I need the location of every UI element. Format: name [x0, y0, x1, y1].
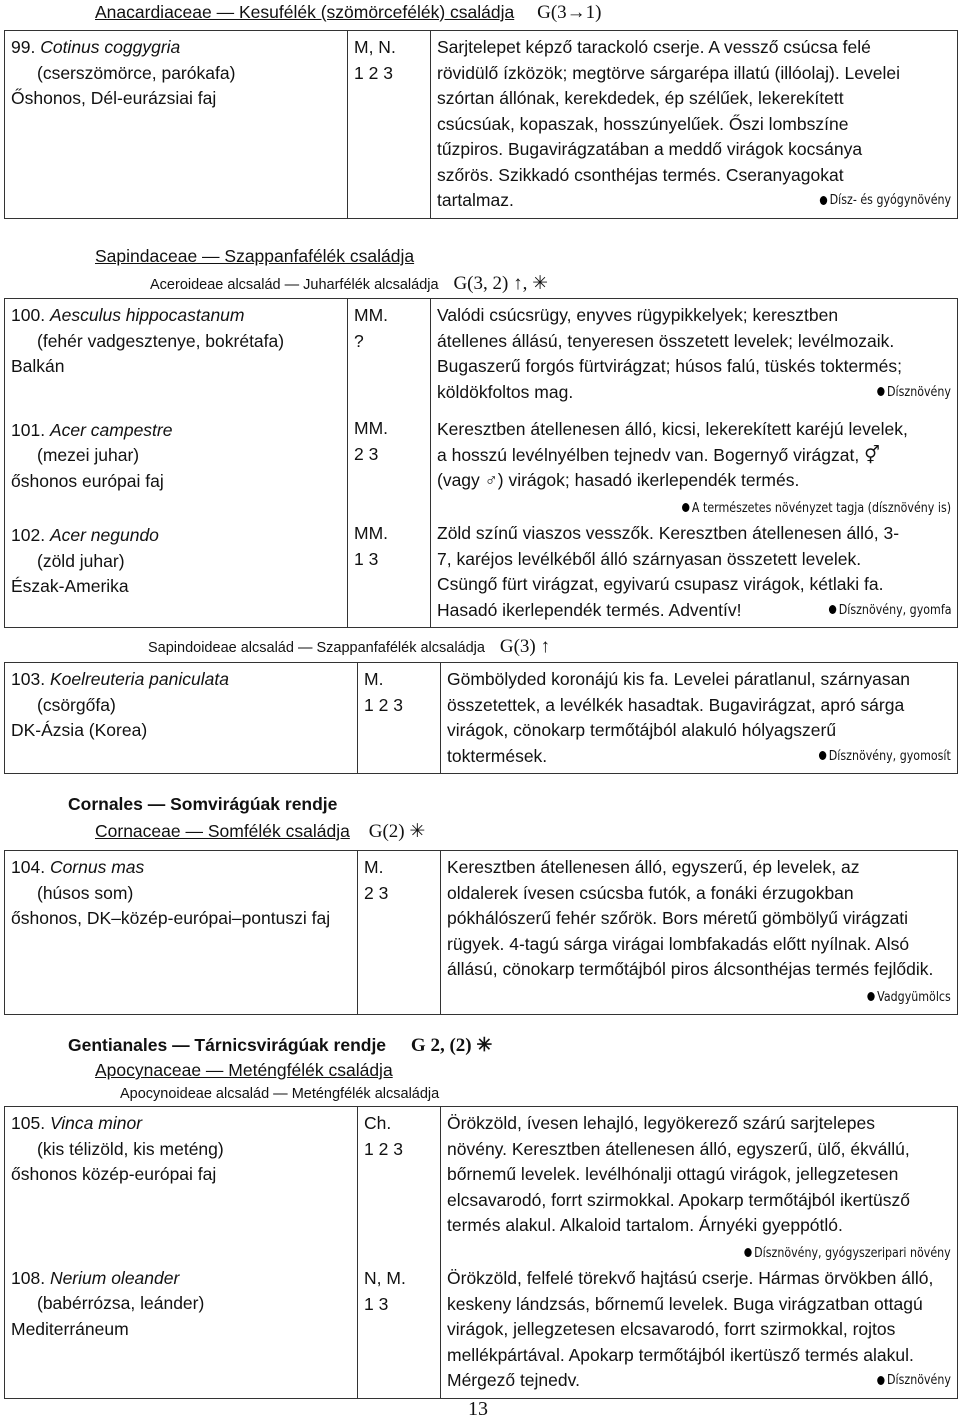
life-form-code: Ch. — [364, 1113, 392, 1133]
description-line: átellenes állású, tenyeresen összetett levelek; levélmozaik. — [437, 330, 895, 351]
species-latin-name: Nerium oleander — [49, 1267, 180, 1288]
usage-label — [820, 188, 951, 214]
species-common-name: (csörgőfa) — [37, 694, 116, 715]
description-line: 7, karéjos levélkéből álló szárnyasan összetett levelek. — [437, 548, 862, 569]
species-number: 100. — [11, 305, 46, 325]
description-line: virágok, cönokarp termőtájból alakuló hólyagszerű — [447, 720, 837, 740]
family-heading-sapindaceae: Sapindaceae — Szappanfafélék családja — [95, 246, 415, 266]
description-line: Örökzöld, ívesen lehajló, legyökerező szárú sarjtelepes — [447, 1113, 875, 1133]
subfamily-title: Aceroideae alcsalád — Juharfélék alcsaládja — [150, 277, 439, 293]
description-line: tűzpiros. Bugavirágzatában a meddő virágok kocsánya — [437, 139, 863, 159]
description-last-line — [437, 380, 951, 406]
description-line: mellékpártával. Apokarp termőtájból ikertüsző termés alakul. — [447, 1344, 914, 1365]
usage-label — [682, 496, 951, 522]
usage-label — [745, 1241, 951, 1267]
family-heading-apocynaceae: Apocynaceae — Meténgfélék családja — [95, 1060, 393, 1080]
species-common-name: (kis télizöld, kis meténg) — [37, 1138, 224, 1159]
bullet-icon — [877, 387, 884, 396]
description-line: Valódi csúcsrügy, enyves rügypikkelyek; keresztben — [437, 305, 839, 325]
floral-formula: G(3) ↑ — [499, 636, 550, 657]
usage-label — [828, 598, 951, 624]
species-name-cell — [5, 663, 358, 774]
species-origin: DK-Ázsia (Korea) — [11, 720, 148, 740]
bullet-icon — [745, 1248, 752, 1257]
species-number: 104. — [11, 857, 46, 877]
usage-text: Dísz- és gyógynövény — [829, 192, 951, 208]
species-common-name: (babérrózsa, leánder) — [37, 1293, 205, 1313]
life-form-code: MM. — [354, 305, 389, 325]
species-code-cell — [358, 851, 441, 1015]
life-form-code: MM. — [354, 418, 389, 438]
species-latin-name: Acer campestre — [49, 419, 173, 440]
bullet-icon — [820, 196, 827, 205]
species-latin-name: Acer negundo — [49, 525, 159, 545]
hardiness-code: 2 3 — [364, 882, 389, 903]
table-row — [5, 1107, 958, 1399]
species-number: 108. — [11, 1267, 46, 1288]
hardiness-code: 1 3 — [364, 1293, 389, 1314]
description-line: rügyek. 4-tagú sárga virágai lombfakadás előtt nyílnak. Alsó — [447, 933, 910, 954]
species-table-100-102 — [4, 298, 958, 628]
species-latin-name: Koelreuteria paniculata — [49, 669, 229, 689]
species-code-cell — [358, 1107, 441, 1399]
description-line: a hosszú levélnyélben tejnedv van. Bogernyő virágzat, ⚥ — [437, 444, 880, 465]
species-table-99 — [4, 30, 958, 219]
species-description-cell — [441, 851, 958, 1015]
usage-row — [437, 494, 951, 522]
species-table-105-108 — [4, 1106, 958, 1399]
usage-text: Dísznövény — [887, 1372, 951, 1388]
description-line: Keresztben átellenesen álló, egyszerű, ép levelek, az — [447, 857, 860, 877]
description-line: tartalmaz. — [437, 190, 514, 210]
description-line: toktermések. — [447, 745, 548, 766]
life-form-code: M. — [364, 669, 384, 689]
species-name-cell — [5, 851, 358, 1015]
floral-formula: G(2) ✳ — [368, 821, 426, 842]
species-code-cell — [348, 299, 431, 628]
bullet-icon — [828, 605, 835, 614]
description-line: szőrös. Szikkadó csonthéjas termés. Cseranyagokat — [437, 164, 844, 185]
hardiness-code: 1 2 3 — [354, 62, 393, 83]
subfamily-heading-apocynoideae: Apocynoideae alcsalád — Meténgfélék alcsaládja — [120, 1086, 440, 1102]
usage-row — [447, 983, 951, 1011]
hardiness-code: 1 2 3 — [364, 694, 403, 715]
species-number: 103. — [11, 669, 46, 689]
hardiness-code: 1 2 3 — [364, 1138, 403, 1159]
usage-text: A természetes növényzet tagja (dísznövény is) — [691, 499, 951, 516]
bullet-icon — [682, 503, 689, 512]
species-common-name: (cserszömörce, parókafa) — [37, 62, 236, 83]
life-form-code: M. — [364, 857, 384, 877]
species-latin-name: Vinca minor — [49, 1113, 143, 1133]
description-last-line — [437, 188, 951, 214]
species-description-cell — [431, 299, 958, 628]
description-last-line — [447, 744, 951, 770]
species-latin-name: Cornus mas — [49, 857, 145, 877]
description-line: Gömbölyded koronájú kis fa. Levelei páratlanul, szárnyasan — [447, 669, 911, 689]
description-line: Zöld színű viaszos vesszők. Keresztben átellenesen álló, 3- — [437, 523, 900, 543]
subfamily-heading-sapindoideae — [148, 636, 550, 658]
description-line: Hasadó ikerlependék termés. Adventív! — [437, 599, 742, 620]
life-form-code: M, N. — [354, 37, 396, 57]
description-line: rövidülő ízközök; megtörve sárgarépa illatú (illóolaj). Levelei — [437, 62, 900, 83]
hardiness-code: 1 3 — [354, 548, 379, 569]
species-latin-name: Aesculus hippocastanum — [49, 305, 245, 325]
subfamily-title: Sapindoideae alcsalád — Szappanfafélék alcsaládja — [148, 640, 485, 656]
species-origin: őshonos európai faj — [11, 470, 164, 491]
species-common-name: (fehér vadgesztenye, bokrétafa) — [37, 330, 285, 351]
family-title: Cornaceae — Somfélék családja — [95, 821, 350, 841]
species-number: 102. — [11, 525, 46, 545]
bullet-icon — [819, 751, 826, 760]
description-line: Keresztben átellenesen álló, kicsi, lekerekített karéjú levelek, — [437, 419, 908, 439]
species-table-104 — [4, 850, 958, 1015]
species-table-103 — [4, 662, 958, 774]
description-last-line — [447, 1368, 951, 1394]
page-number: 13 — [468, 1398, 488, 1420]
description-line: szórtan állónak, kerekdedek, ép szélűek, lekerekített — [437, 88, 844, 108]
description-line: növény. Keresztben átellenesen álló, egyszerű, ülő, ékvállú, — [447, 1138, 910, 1159]
life-form-code: MM. — [354, 523, 389, 543]
usage-label — [877, 380, 951, 406]
description-line: elcsavarodó, forrt szirmokkal. Apokarp termőtájból ikertüsző — [447, 1189, 910, 1210]
species-origin: Észak-Amerika — [11, 576, 129, 596]
description-line: csúcsúak, kopaszak, hosszúnyelűek. Őszi lombszíne — [437, 113, 849, 134]
species-common-name: (zöld juhar) — [37, 550, 125, 571]
floral-formula: G(3→1) — [537, 2, 602, 23]
species-number: 99. — [11, 37, 36, 57]
floral-formula: G(3, 2) ↑, ✳ — [453, 273, 548, 294]
species-origin: Őshonos, Dél-eurázsiai faj — [11, 88, 217, 108]
description-line: (vagy ♂) virágok; hasadó ikerlependék termés. — [437, 470, 800, 490]
description-line: Bugaszerű forgós fürtvirágzat; húsos falú, tüskés toktermés; — [437, 356, 902, 376]
species-name-cell — [5, 299, 348, 628]
description-line: termés alakul. Alkaloid tartalom. Árnyéki gyeppótló. — [447, 1215, 843, 1235]
species-common-name: (húsos som) — [37, 882, 134, 903]
usage-text: Dísznövény, gyomfa — [838, 601, 951, 618]
table-row — [5, 299, 958, 628]
description-line: Mérgező tejnedv. — [447, 1370, 580, 1390]
hardiness-code: 2 3 — [354, 443, 379, 464]
species-number: 105. — [11, 1113, 46, 1133]
species-code-cell — [358, 663, 441, 774]
description-line: állású, cönokarp termőtájból piros álcsonthéjas termés fejlődik. — [447, 959, 934, 979]
species-origin: őshonos, DK–közép-európai–pontuszi faj — [11, 908, 331, 928]
species-description-cell — [441, 1107, 958, 1399]
subfamily-heading-aceroideae — [150, 272, 548, 295]
bullet-icon — [877, 1376, 884, 1385]
species-name-cell — [5, 31, 348, 219]
description-line: összetettek, a levélkék hasadtak. Bugavirágzat, apró sárga — [447, 694, 905, 715]
description-line: bőrnemű levelek. levélhónalji ottagú virágok, jellegzetesen — [447, 1164, 899, 1184]
description-line: keskeny lándzsás, bőrnemű levelek. Buga virágzatban ottagú — [447, 1293, 923, 1314]
description-line: virágok, jellegzetesen elcsavarodó, forrt szirmokkal, rojtos — [447, 1319, 896, 1339]
order-heading-cornales: Cornales — Somvirágúak rendje — [68, 794, 338, 814]
table-row — [5, 851, 958, 1015]
description-line: pókhálószerű fehér szőrök. Bors méretű gömbölyű virágzati — [447, 908, 909, 928]
table-row — [5, 31, 958, 219]
usage-text: Vadgyümölcs — [877, 988, 951, 1005]
table-row — [5, 663, 958, 774]
species-number: 101. — [11, 419, 46, 440]
family-heading-anacardiaceae — [95, 2, 602, 24]
floral-formula: G 2, (2) ✳ — [410, 1035, 493, 1056]
family-title: Anacardiaceae — Kesufélék (szömörcefélék) családja — [95, 2, 515, 22]
description-line: Csüngő fürt virágzat, egyivarú csupasz virágok, kétlaki fa. — [437, 574, 884, 594]
family-heading-cornaceae — [95, 820, 425, 843]
description-line: Örökzöld, felfelé törekvő hajtású cserje. Hármas örvökben álló, — [447, 1268, 934, 1288]
species-origin: Mediterráneum — [11, 1318, 129, 1339]
species-description-cell — [441, 663, 958, 774]
species-origin: őshonos közép-európai faj — [11, 1164, 217, 1184]
species-latin-name: Cotinus coggygria — [40, 37, 181, 57]
usage-label — [877, 1368, 951, 1394]
usage-text: Dísznövény — [887, 383, 951, 400]
description-line: köldökfoltos mag. — [437, 381, 574, 402]
life-form-code: N, M. — [364, 1268, 406, 1288]
order-heading-gentianales — [68, 1034, 492, 1057]
usage-label — [819, 744, 951, 770]
bullet-icon — [868, 992, 875, 1001]
description-line: Sarjtelepet képző tarackoló cserje. A vessző csúcsa felé — [437, 37, 871, 57]
species-name-cell — [5, 1107, 358, 1399]
species-origin: Balkán — [11, 356, 65, 376]
species-common-name: (mezei juhar) — [37, 445, 140, 465]
description-line: oldalerek ívesen csúcsba futók, a fonáki érzugokban — [447, 882, 854, 903]
usage-text: Dísznövény, gyomosít — [828, 747, 951, 764]
usage-label — [868, 985, 951, 1011]
description-last-line — [437, 598, 951, 624]
species-description-cell — [431, 31, 958, 219]
order-title: Gentianales — Tárnicsvirágúak rendje — [68, 1035, 387, 1055]
species-code-cell — [348, 31, 431, 219]
usage-text: Dísznövény, gyógyszeripari növény — [754, 1244, 951, 1261]
hardiness-code: ? — [354, 330, 364, 351]
usage-row — [447, 1239, 951, 1267]
